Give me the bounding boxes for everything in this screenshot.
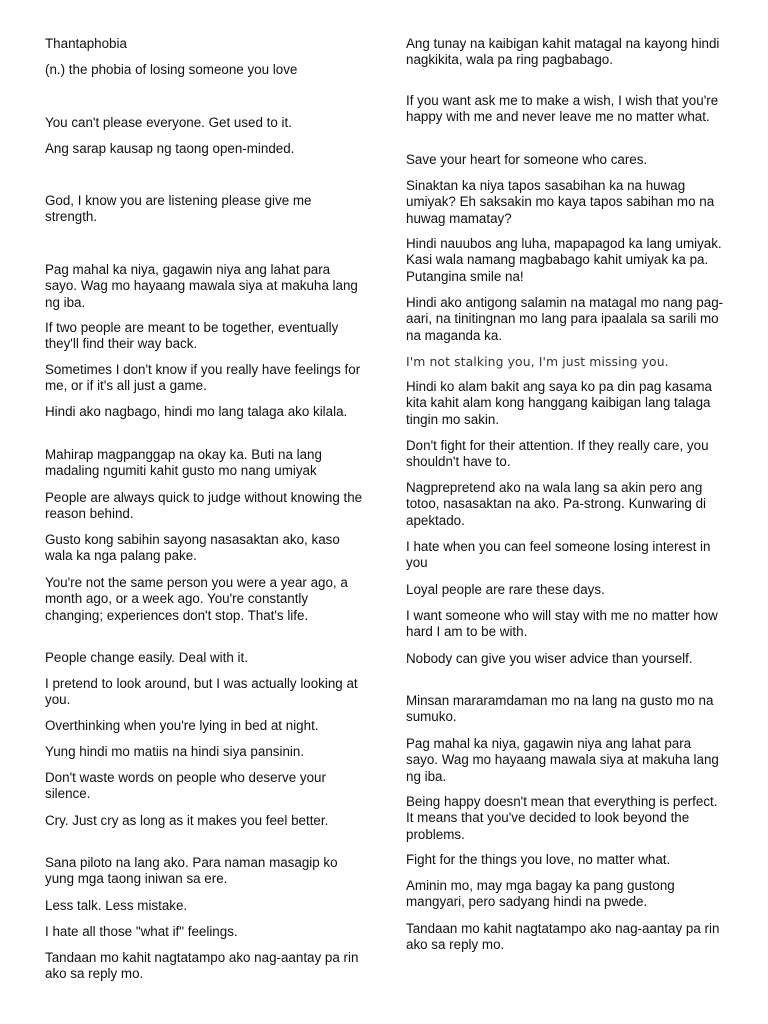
quote-paragraph: If two people are meant to be together, eventually they'll find their way back. <box>45 320 339 352</box>
quote-paragraph: Ang sarap kausap ng taong open-minded. <box>45 141 295 156</box>
quote-paragraph: I hate all those "what if" feelings. <box>45 924 238 939</box>
quote-paragraph: Hindi nauubos ang luha, mapapagod ka lang umiyak. Kasi wala namang magbabago kahit umiyak ka pa. Putangina smile na! <box>406 236 722 284</box>
quote-paragraph: Sometimes I don't know if you really have feelings for me, or if it's all just a game. <box>45 362 361 394</box>
quote-paragraph: Sana piloto na lang ako. Para naman masagip ko yung mga taong iniwan sa ere. <box>45 855 338 887</box>
quote-paragraph: Nagprepretend ako na wala lang sa akin pero ang totoo, nasasaktan na ako. Pa-strong. Kunwaring di apektado. <box>406 480 706 528</box>
quote-paragraph: People change easily. Deal with it. <box>45 650 248 665</box>
quote-paragraph: Gusto kong sabihin sayong nasasaktan ako, kaso wala ka nga palang pake. <box>45 532 340 564</box>
quote-paragraph: Loyal people are rare these days. <box>406 582 605 597</box>
quote-paragraph: I hate when you can feel someone losing interest in you <box>406 539 711 571</box>
quote-paragraph: I'm not stalking you, I'm just missing you. <box>406 354 669 369</box>
quote-paragraph: Nobody can give you wiser advice than yourself. <box>406 651 693 666</box>
quote-paragraph: Cry. Just cry as long as it makes you feel better. <box>45 813 329 828</box>
quote-title: Thantaphobia <box>45 36 127 51</box>
quote-paragraph: I want someone who will stay with me no matter how hard I am to be with. <box>406 608 718 640</box>
quote-paragraph: Mahirap magpanggap na okay ka. Buti na lang madaling ngumiti kahit gusto mo nang umiyak <box>45 447 322 479</box>
quote-paragraph: Hindi ako antigong salamin na matagal mo nang pag-aari, na tinitingnan mo lang para ipaalala sa sarili mo na maganda ka. <box>406 295 724 343</box>
quote-paragraph: Don't waste words on people who deserve your silence. <box>45 770 326 802</box>
quote-definition: (n.) the phobia of losing someone you love <box>45 62 298 77</box>
quote-paragraph: Hindi ako nagbago, hindi mo lang talaga ako kilala. <box>45 404 348 419</box>
quote-paragraph: Pag mahal ka niya, gagawin niya ang lahat para sayo. Wag mo hayaang mawala siya at makuha lang ng iba. <box>45 262 358 310</box>
quote-paragraph: Sinaktan ka niya tapos sasabihan ka na huwag umiyak? Eh saksakin mo kaya tapos sabihan mo na huwag mamatay? <box>406 178 715 226</box>
quote-paragraph: Aminin mo, may mga bagay ka pang gustong mangyari, pero sadyang hindi na pwede. <box>406 878 675 910</box>
quote-paragraph: Being happy doesn't mean that everything is perfect. It means that you've decided to look beyond the problems. <box>406 794 718 842</box>
quote-paragraph: Save your heart for someone who cares. <box>406 152 648 167</box>
quote-paragraph: Don't fight for their attention. If they really care, you shouldn't have to. <box>406 438 709 470</box>
quote-paragraph: Pag mahal ka niya, gagawin niya ang lahat para sayo. Wag mo hayaang mawala siya at makuha lang ng iba. <box>406 736 719 784</box>
quote-paragraph: Yung hindi mo matiis na hindi siya pansinin. <box>45 744 305 759</box>
quote-paragraph: Tandaan mo kahit nagtatampo ako nag-aantay pa rin ako sa reply mo. <box>45 950 359 982</box>
quote-paragraph: People are always quick to judge without knowing the reason behind. <box>45 490 363 522</box>
quote-paragraph: God, I know you are listening please give me strength. <box>45 193 312 225</box>
quote-paragraph: Fight for the things you love, no matter what. <box>406 852 671 867</box>
quote-paragraph: Minsan mararamdaman mo na lang na gusto mo na sumuko. <box>406 693 714 725</box>
quote-paragraph: Overthinking when you're lying in bed at night. <box>45 718 319 733</box>
quote-paragraph: You're not the same person you were a year ago, a month ago, or a week ago. You're constantly changing; experiences don't stop. That's life. <box>45 575 348 623</box>
quote-paragraph: You can't please everyone. Get used to it. <box>45 115 292 130</box>
quote-paragraph: Hindi ko alam bakit ang saya ko pa din pag kasama kita kahit alam kong hanggang kaibigan lang talaga tingin mo sakin. <box>406 379 712 427</box>
quote-paragraph: I pretend to look around, but I was actually looking at you. <box>45 676 358 708</box>
quote-paragraph: If you want ask me to make a wish, I wish that you're happy with me and never leave me no matter what. <box>406 93 719 125</box>
quote-paragraph: Less talk. Less mistake. <box>45 898 188 913</box>
quote-paragraph: Tandaan mo kahit nagtatampo ako nag-aantay pa rin ako sa reply mo. <box>406 921 720 953</box>
quote-paragraph: Ang tunay na kaibigan kahit matagal na kayong hindi nagkikita, wala pa ring pagbabago. <box>406 36 720 68</box>
